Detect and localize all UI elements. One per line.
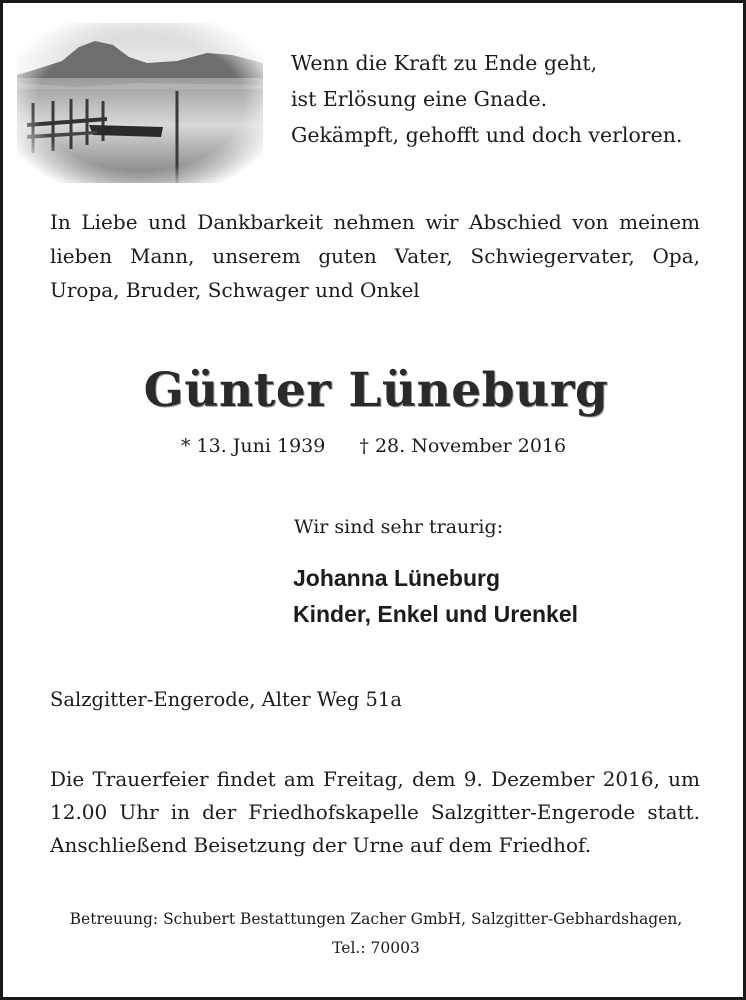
motto-line: Gekämpft, gehofft und doch verloren. bbox=[291, 123, 683, 147]
funeral-home-phone: Tel.: 70003 bbox=[332, 939, 420, 957]
family-address: Salzgitter-Engerode, Alter Weg 51a bbox=[50, 688, 402, 711]
motto-verse bbox=[291, 45, 731, 153]
farewell-line: lieben Mann, unserem guten Vater, Schwiegervater, Opa, bbox=[50, 244, 700, 268]
service-line: Anschließend Beisetzung der Urne auf dem Friedhof. bbox=[50, 833, 592, 857]
funeral-service-info bbox=[50, 763, 700, 862]
mourners-list bbox=[293, 560, 578, 632]
life-dates bbox=[181, 433, 581, 459]
birth-date: * 13. Juni 1939 bbox=[181, 435, 326, 457]
funeral-home-name: Betreuung: Schubert Bestattungen Zacher GmbH, Salzgitter-Gebhardshagen, bbox=[69, 910, 683, 928]
service-line: 12.00 Uhr in der Friedhofskapelle Salzgitter-Engerode statt. bbox=[50, 800, 700, 824]
lake-photo bbox=[17, 23, 263, 183]
mourner-name: Kinder, Enkel und Urenkel bbox=[293, 601, 579, 627]
death-date: † 28. November 2016 bbox=[359, 435, 567, 457]
farewell-text bbox=[50, 205, 700, 307]
service-line: Die Trauerfeier findet am Freitag, dem 9. Dezember 2016, um bbox=[50, 767, 700, 791]
deceased-name: Günter Lüneburg bbox=[143, 363, 609, 418]
funeral-home-footer bbox=[3, 905, 746, 963]
mourner-name: Johanna Lüneburg bbox=[293, 565, 500, 591]
farewell-line: In Liebe und Dankbarkeit nehmen wir Abschied von meinem bbox=[50, 210, 700, 234]
motto-line: ist Erlösung eine Gnade. bbox=[291, 87, 548, 111]
motto-line: Wenn die Kraft zu Ende geht, bbox=[291, 51, 598, 75]
farewell-line: Uropa, Bruder, Schwager und Onkel bbox=[50, 278, 420, 302]
mourners-intro: Wir sind sehr traurig: bbox=[294, 516, 504, 538]
